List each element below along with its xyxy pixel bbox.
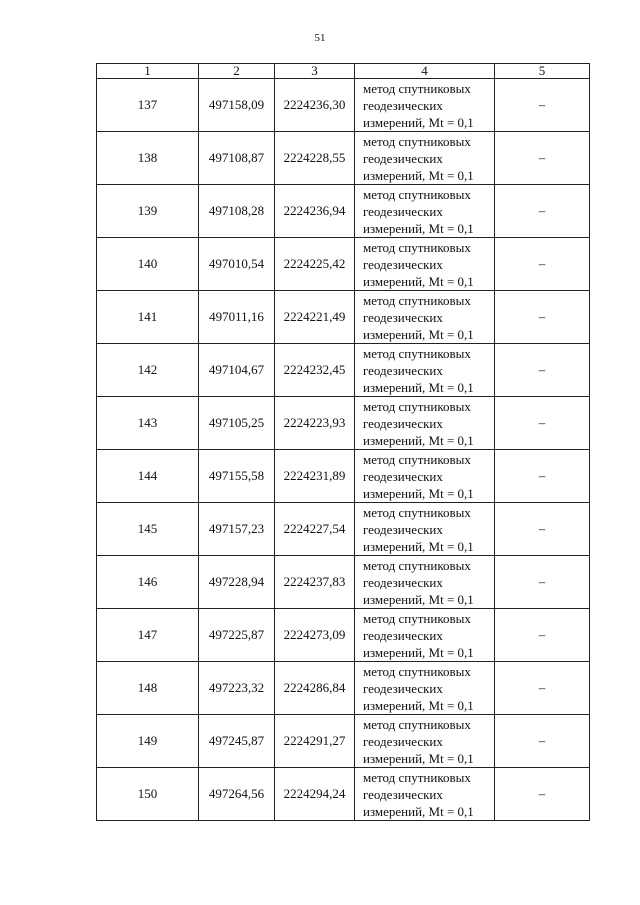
note-cell: – [495,450,590,503]
method-line: метод спутниковых [363,292,471,308]
method-line: измерений, Mt = 0,1 [363,538,474,554]
x-coordinate-cell: 497108,28 [199,185,275,238]
page-number: 51 [314,32,326,44]
table-row [97,450,590,503]
method-line: измерений, Mt = 0,1 [363,114,474,130]
note-cell: – [495,291,590,344]
note-cell: – [495,662,590,715]
y-coordinate-cell: 2224236,30 [275,79,355,132]
table-row [97,397,590,450]
method-line: метод спутниковых [363,610,471,626]
method-cell [355,132,495,185]
method-line: метод спутниковых [363,133,471,149]
point-number-cell: 138 [97,132,199,185]
note-cell: – [495,503,590,556]
coordinates-table [96,63,590,821]
point-number-cell: 140 [97,238,199,291]
note-cell: – [495,609,590,662]
y-coordinate-cell: 2224231,89 [275,450,355,503]
method-cell [355,609,495,662]
method-line: измерений, Mt = 0,1 [363,591,474,607]
y-coordinate-cell: 2224232,45 [275,344,355,397]
note-cell: – [495,79,590,132]
method-line: геодезических [363,256,443,272]
column-header-2: 2 [199,64,275,79]
method-line: метод спутниковых [363,398,471,414]
table-header-row [97,64,590,79]
y-coordinate-cell: 2224286,84 [275,662,355,715]
method-line: метод спутниковых [363,769,471,785]
point-number-cell: 148 [97,662,199,715]
table-row [97,185,590,238]
method-line: измерений, Mt = 0,1 [363,432,474,448]
method-line: измерений, Mt = 0,1 [363,803,474,819]
point-number-cell: 139 [97,185,199,238]
method-cell [355,344,495,397]
method-line: метод спутниковых [363,451,471,467]
method-cell [355,503,495,556]
table-row [97,132,590,185]
column-header-1: 1 [97,64,199,79]
column-header-3: 3 [275,64,355,79]
method-line: измерений, Mt = 0,1 [363,485,474,501]
method-cell [355,768,495,821]
method-line: геодезических [363,203,443,219]
y-coordinate-cell: 2224228,55 [275,132,355,185]
y-coordinate-cell: 2224273,09 [275,609,355,662]
x-coordinate-cell: 497157,23 [199,503,275,556]
method-line: измерений, Mt = 0,1 [363,644,474,660]
y-coordinate-cell: 2224225,42 [275,238,355,291]
method-line: геодезических [363,362,443,378]
point-number-cell: 146 [97,556,199,609]
y-coordinate-cell: 2224227,54 [275,503,355,556]
method-cell [355,397,495,450]
method-line: метод спутниковых [363,557,471,573]
table-row [97,609,590,662]
table-row [97,715,590,768]
method-line: метод спутниковых [363,186,471,202]
x-coordinate-cell: 497245,87 [199,715,275,768]
table-row [97,503,590,556]
method-cell [355,715,495,768]
method-line: метод спутниковых [363,239,471,255]
method-line: измерений, Mt = 0,1 [363,697,474,713]
method-cell [355,185,495,238]
point-number-cell: 142 [97,344,199,397]
method-line: геодезических [363,733,443,749]
method-line: метод спутниковых [363,80,471,96]
y-coordinate-cell: 2224291,27 [275,715,355,768]
x-coordinate-cell: 497225,87 [199,609,275,662]
method-line: геодезических [363,309,443,325]
method-line: метод спутниковых [363,345,471,361]
table-body [97,79,590,821]
y-coordinate-cell: 2224223,93 [275,397,355,450]
table-row [97,344,590,397]
note-cell: – [495,344,590,397]
method-cell [355,79,495,132]
y-coordinate-cell: 2224221,49 [275,291,355,344]
point-number-cell: 137 [97,79,199,132]
table-row [97,556,590,609]
method-line: геодезических [363,574,443,590]
point-number-cell: 147 [97,609,199,662]
point-number-cell: 143 [97,397,199,450]
method-cell [355,662,495,715]
method-cell [355,556,495,609]
method-cell [355,450,495,503]
method-line: измерений, Mt = 0,1 [363,379,474,395]
point-number-cell: 141 [97,291,199,344]
method-line: геодезических [363,786,443,802]
note-cell: – [495,715,590,768]
method-line: измерений, Mt = 0,1 [363,273,474,289]
method-line: метод спутниковых [363,663,471,679]
x-coordinate-cell: 497011,16 [199,291,275,344]
method-line: измерений, Mt = 0,1 [363,326,474,342]
x-coordinate-cell: 497155,58 [199,450,275,503]
x-coordinate-cell: 497104,67 [199,344,275,397]
table-row [97,768,590,821]
method-line: геодезических [363,97,443,113]
note-cell: – [495,768,590,821]
note-cell: – [495,397,590,450]
method-line: метод спутниковых [363,716,471,732]
note-cell: – [495,185,590,238]
note-cell: – [495,556,590,609]
point-number-cell: 145 [97,503,199,556]
method-line: геодезических [363,680,443,696]
x-coordinate-cell: 497010,54 [199,238,275,291]
method-cell [355,291,495,344]
table-row [97,291,590,344]
x-coordinate-cell: 497158,09 [199,79,275,132]
point-number-cell: 150 [97,768,199,821]
x-coordinate-cell: 497108,87 [199,132,275,185]
column-header-5: 5 [495,64,590,79]
method-line: измерений, Mt = 0,1 [363,167,474,183]
column-header-4: 4 [355,64,495,79]
method-line: метод спутниковых [363,504,471,520]
x-coordinate-cell: 497264,56 [199,768,275,821]
x-coordinate-cell: 497223,32 [199,662,275,715]
table-row [97,79,590,132]
note-cell: – [495,132,590,185]
table-row [97,662,590,715]
table-row [97,238,590,291]
method-line: геодезических [363,415,443,431]
method-line: измерений, Mt = 0,1 [363,220,474,236]
x-coordinate-cell: 497105,25 [199,397,275,450]
y-coordinate-cell: 2224236,94 [275,185,355,238]
note-cell: – [495,238,590,291]
method-cell [355,238,495,291]
method-line: геодезических [363,468,443,484]
y-coordinate-cell: 2224294,24 [275,768,355,821]
method-line: геодезических [363,150,443,166]
point-number-cell: 149 [97,715,199,768]
point-number-cell: 144 [97,450,199,503]
method-line: измерений, Mt = 0,1 [363,750,474,766]
method-line: геодезических [363,627,443,643]
x-coordinate-cell: 497228,94 [199,556,275,609]
method-line: геодезических [363,521,443,537]
y-coordinate-cell: 2224237,83 [275,556,355,609]
